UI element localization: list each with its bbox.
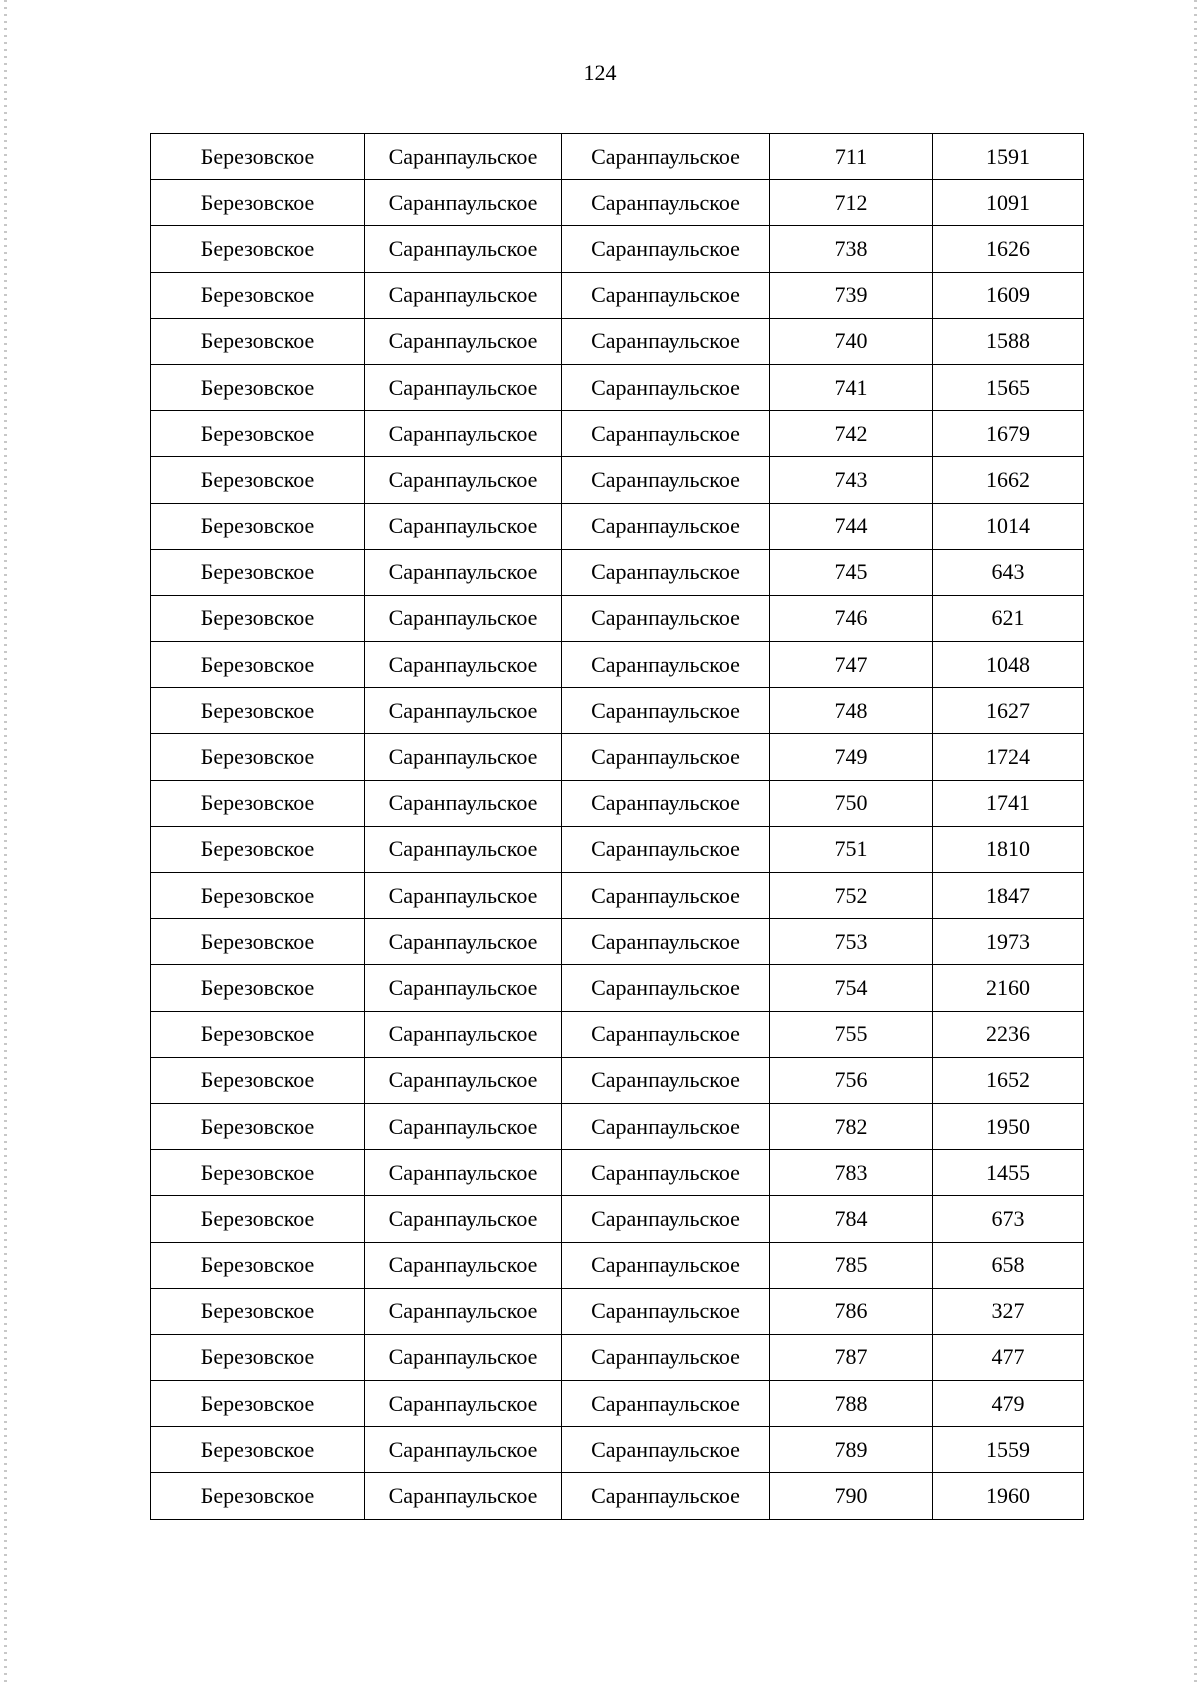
code-cell: 741 (770, 364, 933, 410)
settlement-cell: Саранпаульское (365, 411, 562, 457)
locality-cell: Саранпаульское (562, 826, 770, 872)
value-cell: 1559 (933, 1427, 1084, 1473)
settlement-cell: Саранпаульское (365, 1103, 562, 1149)
locality-cell: Саранпаульское (562, 180, 770, 226)
settlement-cell: Саранпаульское (365, 226, 562, 272)
table-row (151, 1150, 1084, 1196)
code-cell: 746 (770, 595, 933, 641)
value-cell: 1652 (933, 1057, 1084, 1103)
district-cell: Березовское (151, 1103, 365, 1149)
table-row (151, 1011, 1084, 1057)
settlement-cell: Саранпаульское (365, 595, 562, 641)
locality-cell: Саранпаульское (562, 549, 770, 595)
value-cell: 1609 (933, 272, 1084, 318)
district-cell: Березовское (151, 780, 365, 826)
settlement-cell: Саранпаульское (365, 364, 562, 410)
settlement-cell: Саранпаульское (365, 873, 562, 919)
table-row (151, 318, 1084, 364)
code-cell: 786 (770, 1288, 933, 1334)
district-cell: Березовское (151, 364, 365, 410)
value-cell: 1950 (933, 1103, 1084, 1149)
district-cell: Березовское (151, 1150, 365, 1196)
code-cell: 790 (770, 1473, 933, 1519)
settlement-cell: Саранпаульское (365, 734, 562, 780)
code-cell: 740 (770, 318, 933, 364)
settlement-cell: Саранпаульское (365, 780, 562, 826)
code-cell: 712 (770, 180, 933, 226)
district-cell: Березовское (151, 826, 365, 872)
value-cell: 1724 (933, 734, 1084, 780)
locality-cell: Саранпаульское (562, 503, 770, 549)
code-cell: 754 (770, 965, 933, 1011)
table-row (151, 873, 1084, 919)
table-row (151, 1103, 1084, 1149)
code-cell: 782 (770, 1103, 933, 1149)
district-cell: Березовское (151, 1057, 365, 1103)
settlement-cell: Саранпаульское (365, 1427, 562, 1473)
locality-cell: Саранпаульское (562, 595, 770, 641)
value-cell: 327 (933, 1288, 1084, 1334)
locality-cell: Саранпаульское (562, 272, 770, 318)
settlement-cell: Саранпаульское (365, 1011, 562, 1057)
settlement-cell: Саранпаульское (365, 919, 562, 965)
district-cell: Березовское (151, 873, 365, 919)
value-cell: 1662 (933, 457, 1084, 503)
settlement-cell: Саранпаульское (365, 1381, 562, 1427)
settlement-cell: Саранпаульское (365, 642, 562, 688)
value-cell: 477 (933, 1334, 1084, 1380)
district-cell: Березовское (151, 134, 365, 180)
table-row (151, 457, 1084, 503)
table-row (151, 364, 1084, 410)
value-cell: 1626 (933, 226, 1084, 272)
locality-cell: Саранпаульское (562, 1242, 770, 1288)
locality-cell: Саранпаульское (562, 134, 770, 180)
district-cell: Березовское (151, 457, 365, 503)
district-cell: Березовское (151, 1334, 365, 1380)
district-cell: Березовское (151, 688, 365, 734)
table-row (151, 780, 1084, 826)
locality-cell: Саранпаульское (562, 1381, 770, 1427)
code-cell: 743 (770, 457, 933, 503)
table-row (151, 1381, 1084, 1427)
value-cell: 2236 (933, 1011, 1084, 1057)
code-cell: 748 (770, 688, 933, 734)
district-cell: Березовское (151, 1473, 365, 1519)
locality-cell: Саранпаульское (562, 1427, 770, 1473)
locality-cell: Саранпаульское (562, 1196, 770, 1242)
code-cell: 749 (770, 734, 933, 780)
table-body (151, 134, 1084, 1520)
value-cell: 658 (933, 1242, 1084, 1288)
settlement-cell: Саранпаульское (365, 503, 562, 549)
district-cell: Березовское (151, 549, 365, 595)
table-row (151, 734, 1084, 780)
value-cell: 1679 (933, 411, 1084, 457)
table-row (151, 1196, 1084, 1242)
locality-cell: Саранпаульское (562, 688, 770, 734)
locality-cell: Саранпаульское (562, 780, 770, 826)
district-cell: Березовское (151, 642, 365, 688)
code-cell: 738 (770, 226, 933, 272)
value-cell: 1960 (933, 1473, 1084, 1519)
table-row (151, 919, 1084, 965)
table-row (151, 826, 1084, 872)
code-cell: 784 (770, 1196, 933, 1242)
settlement-cell: Саранпаульское (365, 318, 562, 364)
value-cell: 1455 (933, 1150, 1084, 1196)
data-table (150, 133, 1084, 1520)
locality-cell: Саранпаульское (562, 1150, 770, 1196)
settlement-cell: Саранпаульское (365, 826, 562, 872)
value-cell: 1588 (933, 318, 1084, 364)
settlement-cell: Саранпаульское (365, 688, 562, 734)
code-cell: 750 (770, 780, 933, 826)
settlement-cell: Саранпаульское (365, 1242, 562, 1288)
district-cell: Березовское (151, 226, 365, 272)
settlement-cell: Саранпаульское (365, 272, 562, 318)
locality-cell: Саранпаульское (562, 1011, 770, 1057)
table-row (151, 965, 1084, 1011)
district-cell: Березовское (151, 595, 365, 641)
value-cell: 1741 (933, 780, 1084, 826)
code-cell: 789 (770, 1427, 933, 1473)
code-cell: 739 (770, 272, 933, 318)
table-row (151, 1288, 1084, 1334)
locality-cell: Саранпаульское (562, 457, 770, 503)
district-cell: Березовское (151, 318, 365, 364)
value-cell: 479 (933, 1381, 1084, 1427)
table-row (151, 1242, 1084, 1288)
district-cell: Березовское (151, 965, 365, 1011)
table-row (151, 595, 1084, 641)
table-row (151, 180, 1084, 226)
district-cell: Березовское (151, 272, 365, 318)
district-cell: Березовское (151, 503, 365, 549)
district-cell: Березовское (151, 1427, 365, 1473)
locality-cell: Саранпаульское (562, 1288, 770, 1334)
code-cell: 711 (770, 134, 933, 180)
code-cell: 751 (770, 826, 933, 872)
table-row (151, 503, 1084, 549)
locality-cell: Саранпаульское (562, 1057, 770, 1103)
table-row (151, 1427, 1084, 1473)
code-cell: 756 (770, 1057, 933, 1103)
locality-cell: Саранпаульское (562, 1334, 770, 1380)
code-cell: 742 (770, 411, 933, 457)
district-cell: Березовское (151, 1242, 365, 1288)
value-cell: 643 (933, 549, 1084, 595)
settlement-cell: Саранпаульское (365, 1057, 562, 1103)
district-cell: Березовское (151, 1011, 365, 1057)
code-cell: 752 (770, 873, 933, 919)
locality-cell: Саранпаульское (562, 226, 770, 272)
code-cell: 755 (770, 1011, 933, 1057)
value-cell: 673 (933, 1196, 1084, 1242)
locality-cell: Саранпаульское (562, 965, 770, 1011)
locality-cell: Саранпаульское (562, 411, 770, 457)
settlement-cell: Саранпаульское (365, 965, 562, 1011)
table-row (151, 272, 1084, 318)
code-cell: 785 (770, 1242, 933, 1288)
locality-cell: Саранпаульское (562, 734, 770, 780)
table-row (151, 1057, 1084, 1103)
district-cell: Березовское (151, 1288, 365, 1334)
value-cell: 1810 (933, 826, 1084, 872)
scan-edge-right (1194, 0, 1197, 1684)
value-cell: 1048 (933, 642, 1084, 688)
settlement-cell: Саранпаульское (365, 180, 562, 226)
table-row (151, 411, 1084, 457)
settlement-cell: Саранпаульское (365, 549, 562, 595)
locality-cell: Саранпаульское (562, 318, 770, 364)
settlement-cell: Саранпаульское (365, 1150, 562, 1196)
value-cell: 621 (933, 595, 1084, 641)
district-cell: Березовское (151, 734, 365, 780)
table-row (151, 642, 1084, 688)
page-number: 124 (583, 60, 617, 85)
value-cell: 1091 (933, 180, 1084, 226)
district-cell: Березовское (151, 1381, 365, 1427)
locality-cell: Саранпаульское (562, 1103, 770, 1149)
settlement-cell: Саранпаульское (365, 1473, 562, 1519)
settlement-cell: Саранпаульское (365, 1334, 562, 1380)
table-row (151, 549, 1084, 595)
code-cell: 745 (770, 549, 933, 595)
value-cell: 1847 (933, 873, 1084, 919)
value-cell: 1973 (933, 919, 1084, 965)
locality-cell: Саранпаульское (562, 364, 770, 410)
code-cell: 744 (770, 503, 933, 549)
code-cell: 747 (770, 642, 933, 688)
table-row (151, 1334, 1084, 1380)
scan-edge-left (4, 0, 7, 1684)
table-row (151, 226, 1084, 272)
district-cell: Березовское (151, 411, 365, 457)
district-cell: Березовское (151, 1196, 365, 1242)
code-cell: 787 (770, 1334, 933, 1380)
settlement-cell: Саранпаульское (365, 457, 562, 503)
district-cell: Березовское (151, 180, 365, 226)
value-cell: 1014 (933, 503, 1084, 549)
settlement-cell: Саранпаульское (365, 1288, 562, 1334)
settlement-cell: Саранпаульское (365, 1196, 562, 1242)
locality-cell: Саранпаульское (562, 1473, 770, 1519)
code-cell: 783 (770, 1150, 933, 1196)
locality-cell: Саранпаульское (562, 642, 770, 688)
value-cell: 1627 (933, 688, 1084, 734)
table-row (151, 1473, 1084, 1519)
settlement-cell: Саранпаульское (365, 134, 562, 180)
table-row (151, 688, 1084, 734)
value-cell: 1591 (933, 134, 1084, 180)
locality-cell: Саранпаульское (562, 873, 770, 919)
value-cell: 1565 (933, 364, 1084, 410)
table-row (151, 134, 1084, 180)
value-cell: 2160 (933, 965, 1084, 1011)
district-cell: Березовское (151, 919, 365, 965)
code-cell: 788 (770, 1381, 933, 1427)
locality-cell: Саранпаульское (562, 919, 770, 965)
code-cell: 753 (770, 919, 933, 965)
